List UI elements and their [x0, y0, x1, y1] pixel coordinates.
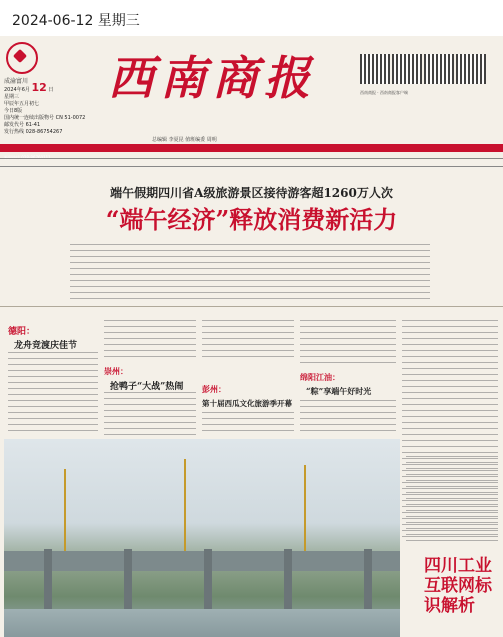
column-text	[8, 352, 98, 436]
city-line: 成渝富川	[4, 78, 29, 85]
column-text	[202, 412, 294, 436]
crane	[304, 465, 306, 551]
headline-kicker: 端午假期四川省A级旅游景区接待游客超1260万人次	[110, 186, 393, 200]
issue-day: 12	[31, 81, 47, 94]
section-title-chongzhou: 崇州：	[104, 366, 128, 376]
section-title-deyang: 德阳：	[8, 327, 36, 337]
section-title-jiangyou: 绵阳江油：	[300, 372, 340, 382]
editors-line: 总编辑 李夏昆 值班编委 周明	[152, 137, 217, 143]
headline-main: “端午经济”释放消费新活力	[105, 205, 398, 234]
crane	[184, 459, 186, 551]
column-text	[104, 392, 196, 436]
qr-code-icon	[360, 54, 390, 84]
column-text	[300, 400, 396, 436]
bridge-deck	[4, 551, 400, 571]
bridge-pier	[204, 549, 212, 609]
divider	[0, 158, 503, 159]
qr-code-icon	[456, 54, 486, 84]
date-header: 2024-06-12 星期三	[12, 13, 140, 29]
section-sub-deyang: 龙舟竞渡庆佳节	[14, 341, 78, 351]
section-sub-chongzhou: 抢鸭子“大战”热闹	[110, 382, 184, 392]
bridge-construction-photo	[4, 439, 400, 637]
bridge-pier	[364, 549, 372, 609]
newspaper-logo-icon	[6, 42, 38, 74]
section-title-pengzhou: 彭州：	[202, 384, 226, 394]
top-bar	[0, 0, 503, 36]
column-text	[406, 456, 498, 546]
newspaper-page	[0, 36, 503, 637]
column-text	[202, 320, 294, 360]
crane	[64, 469, 66, 551]
qr-code-icon	[424, 54, 454, 84]
section-sub-jiangyou: “粽”享端午好时光	[306, 386, 372, 396]
divider	[0, 306, 503, 307]
section-sub-pengzhou: 第十届西瓜文化旅游季开幕	[202, 399, 292, 408]
issue-info: 2024年6月 12 日 星期三 甲辰年五月初七 今日8版 国内统一连续出版物号 CN 51-0072 邮发代号 61-41 发行热线 028-86754267	[4, 81, 86, 135]
bridge-pier	[44, 549, 52, 609]
bridge-pier	[124, 549, 132, 609]
masthead-rule	[0, 144, 503, 152]
column-text	[104, 320, 196, 360]
lead-paragraph	[70, 244, 430, 300]
river-water	[4, 609, 400, 637]
column-text	[300, 320, 396, 366]
divider	[0, 166, 503, 167]
masthead-title: 西南商报	[108, 51, 316, 105]
side-article-title: 四川工业互联网标识解析	[424, 556, 492, 616]
bridge-pier	[284, 549, 292, 609]
qr-codes	[360, 54, 498, 96]
qr-label: 西南商报 · 西南商报客户端	[360, 90, 408, 95]
qr-code-icon	[392, 54, 422, 84]
